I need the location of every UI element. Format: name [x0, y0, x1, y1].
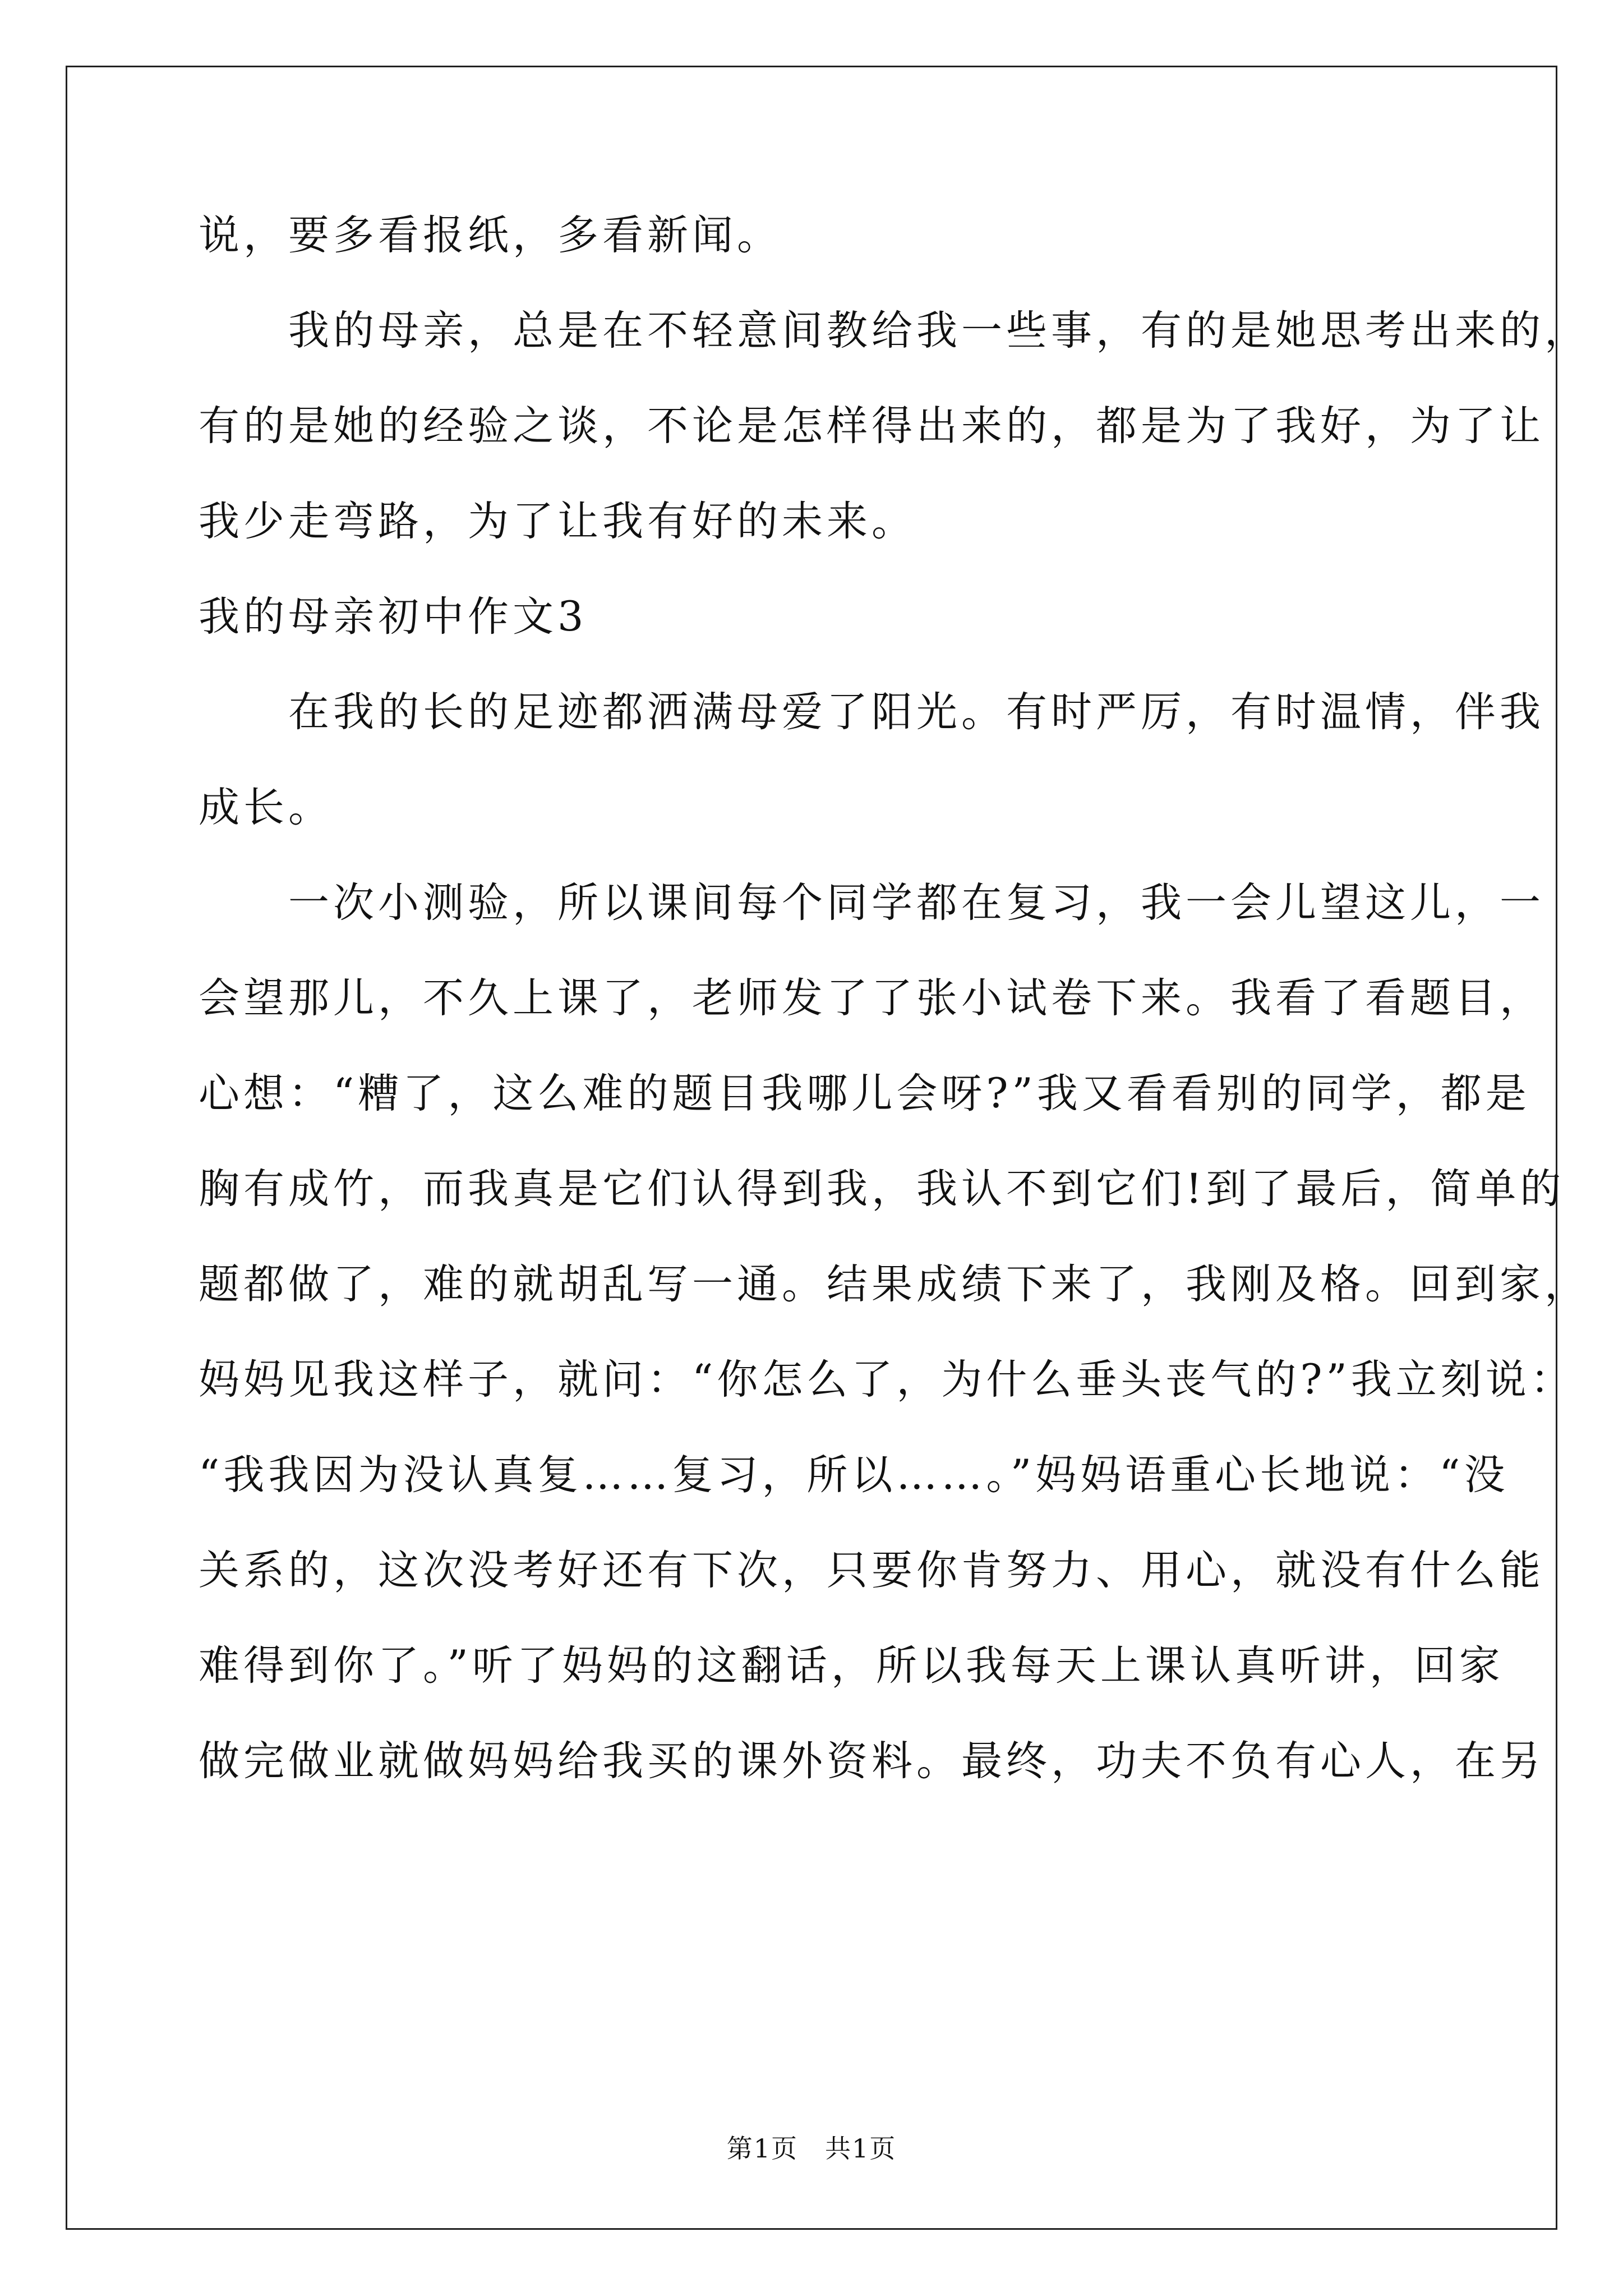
- text-line: 难得到你了。”听了妈妈的这翻话，所以我每天上课认真听讲，回家: [199, 1642, 1504, 1690]
- text-line: 有的是她的经验之谈，不论是怎样得出来的，都是为了我好，为了让: [199, 402, 1544, 450]
- text-line: 关系的，这次没考好还有下次，只要你肯努力、用心，就没有什么能: [199, 1547, 1544, 1594]
- text-line: 妈妈见我这样子，就问：“你怎么了，为什么垂头丧气的?”我立刻说：: [199, 1356, 1575, 1404]
- text-line: 胸有成竹，而我真是它们认得到我，我认不到它们!到了最后，简单的: [199, 1165, 1565, 1213]
- text-line: 会望那儿，不久上课了，老师发了了张小试卷下来。我看了看题目，: [199, 974, 1544, 1022]
- page-footer: 第1页 共1页: [726, 2133, 897, 2164]
- section-heading: 我的母亲初中作文3: [199, 593, 588, 641]
- text-line: “我我因为没认真复……复习，所以……。”妈妈语重心长地说：“没: [199, 1451, 1509, 1499]
- text-line: 在我的长的足迹都洒满母爱了阳光。有时严厉，有时温情，伴我: [199, 688, 1544, 736]
- page-border: [66, 66, 1557, 2230]
- text-line: 心想：“糟了，这么难的题目我哪儿会呀?”我又看看别的同学，都是: [199, 1070, 1530, 1117]
- text-line: 我的母亲，总是在不轻意间教给我一些事，有的是她思考出来的，: [199, 307, 1589, 355]
- text-line: 做完做业就做妈妈给我买的课外资料。最终，功夫不负有心人，在另: [199, 1737, 1544, 1785]
- text-line: 说，要多看报纸，多看新闻。: [199, 211, 782, 259]
- text-line: 我少走弯路，为了让我有好的未来。: [199, 498, 916, 545]
- text-line: 题都做了，难的就胡乱写一通。结果成绩下来了，我刚及格。回到家，: [199, 1260, 1589, 1308]
- text-line: 一次小测验，所以课间每个同学都在复习，我一会儿望这儿，一: [199, 879, 1544, 927]
- text-line: 成长。: [199, 784, 333, 831]
